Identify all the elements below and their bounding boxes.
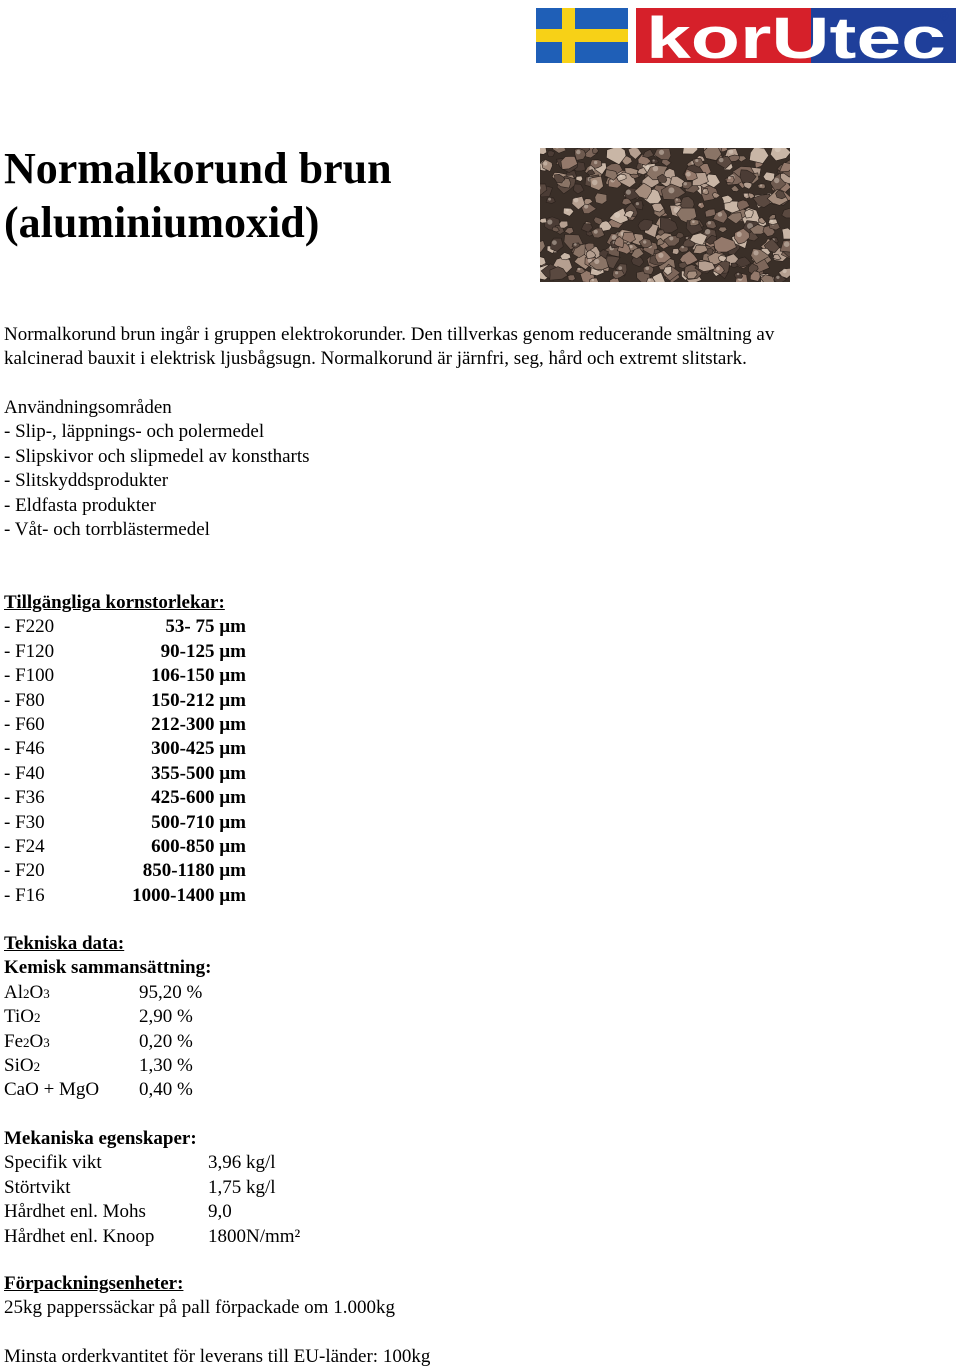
grain-grade: - F40 <box>4 762 45 784</box>
chemical-value: 0,20 % <box>139 1030 193 1052</box>
grain-grade: - F80 <box>4 689 45 711</box>
grain-size-range: 106-150 µm <box>151 665 246 687</box>
property-label: Hårdhet enl. Knoop <box>4 1225 155 1247</box>
grain-grade: - F100 <box>4 665 55 687</box>
property-value: 9,0 <box>208 1201 232 1223</box>
mechanical-row <box>4 1200 384 1224</box>
chemical-composition-heading: Kemisk sammansättning: <box>4 957 212 979</box>
page-title <box>4 142 524 250</box>
registered-mark: ® <box>940 9 949 23</box>
grain-sizes-heading: Tillgängliga kornstorlekar: <box>4 592 225 613</box>
packaging-text: 25kg papperssäckar på pall förpackade om 1.000kg <box>4 1297 395 1319</box>
chemical-formula: SiO2 <box>4 1054 41 1076</box>
grain-size-range: 850-1180 µm <box>142 860 246 882</box>
packaging-heading: Förpackningsenheter: <box>4 1273 184 1294</box>
chemical-composition-table <box>4 981 324 1103</box>
chemical-row <box>4 1054 324 1078</box>
applications-section <box>4 396 310 542</box>
chemical-row <box>4 1005 324 1029</box>
technical-data-heading: Tekniska data: <box>4 933 125 954</box>
grain-grade: - F16 <box>4 884 45 906</box>
grain-size-range: 500-710 µm <box>151 811 246 833</box>
chemical-formula: CaO + MgO <box>4 1079 100 1101</box>
grain-sizes-table <box>4 615 246 908</box>
application-item: - Slitskyddsprodukter <box>4 470 169 492</box>
grain-size-row <box>4 640 246 664</box>
grain-size-row <box>4 664 246 688</box>
intro-paragraph <box>4 323 774 372</box>
grain-grade: - F46 <box>4 738 45 760</box>
grain-size-range: 355-500 µm <box>151 762 246 784</box>
grain-grade: - F24 <box>4 835 45 857</box>
corundum-grains-photo <box>540 148 790 282</box>
grain-size-row <box>4 835 246 859</box>
chemical-row <box>4 981 324 1005</box>
grain-size-range: 90-125 µm <box>160 640 246 662</box>
chemical-value: 2,90 % <box>139 1006 193 1028</box>
grain-grade: - F60 <box>4 713 45 735</box>
application-item: - Våt- och torrblästermedel <box>4 518 210 540</box>
grain-size-range: 53- 75 µm <box>165 616 246 638</box>
chemical-formula: Fe2O3 <box>4 1030 50 1052</box>
mechanical-row <box>4 1176 384 1200</box>
mechanical-row <box>4 1151 384 1175</box>
grain-size-row <box>4 786 246 810</box>
intro-line-1: Normalkorund brun ingår i gruppen elektrokorunder. Den tillverkas genom reducerande smältning av <box>4 324 775 345</box>
mechanical-row <box>4 1225 384 1249</box>
grain-size-row <box>4 884 246 908</box>
grain-size-row <box>4 689 246 713</box>
property-value: 3,96 kg/l <box>208 1152 276 1174</box>
application-item: - Slipskivor och slipmedel av konstharts <box>4 445 310 467</box>
title-line-1: Normalkorund brun <box>4 144 392 193</box>
chemical-value: 95,20 % <box>139 981 203 1003</box>
grain-size-row <box>4 737 246 761</box>
grain-size-range: 300-425 µm <box>151 738 246 760</box>
grain-size-row <box>4 615 246 639</box>
chemical-value: 1,30 % <box>139 1054 193 1076</box>
packaging-section <box>4 1272 430 1370</box>
chemical-formula: Al2O3 <box>4 981 50 1003</box>
grain-sizes-section <box>4 591 246 908</box>
grain-grade: - F120 <box>4 640 55 662</box>
swedish-flag-icon <box>536 8 628 63</box>
grain-size-range: 150-212 µm <box>151 689 246 711</box>
grain-grade: - F220 <box>4 616 55 638</box>
grain-size-range: 425-600 µm <box>151 787 246 809</box>
logo-text: korUtec <box>646 6 946 66</box>
mechanical-properties-section <box>4 1127 384 1249</box>
grain-grade: - F30 <box>4 811 45 833</box>
grain-grade: - F36 <box>4 787 45 809</box>
intro-line-2: kalcinerad bauxit i elektrisk ljusbågsugn. Normalkorund är järnfri, seg, hård och extremt slitstark. <box>4 348 747 370</box>
property-value: 1800N/mm² <box>208 1225 301 1247</box>
grain-size-row <box>4 811 246 835</box>
property-label: Störtvikt <box>4 1176 71 1198</box>
grain-size-range: 600-850 µm <box>151 835 246 857</box>
application-item: - Eldfasta produkter <box>4 494 156 516</box>
chemical-formula: TiO2 <box>4 1006 41 1028</box>
grain-size-range: 212-300 µm <box>151 713 246 735</box>
property-label: Specifik vikt <box>4 1152 102 1174</box>
grain-size-range: 1000-1400 µm <box>132 884 246 906</box>
grain-grade: - F20 <box>4 860 45 882</box>
property-label: Hårdhet enl. Mohs <box>4 1201 146 1223</box>
korutec-logo <box>536 6 956 66</box>
grain-size-row <box>4 713 246 737</box>
chemical-row <box>4 1030 324 1054</box>
chemical-value: 0,40 % <box>139 1079 193 1101</box>
chemical-row <box>4 1078 324 1102</box>
applications-heading: Användningsområden <box>4 397 172 418</box>
mechanical-properties-heading: Mekaniska egenskaper: <box>4 1128 197 1149</box>
property-value: 1,75 kg/l <box>208 1176 276 1198</box>
title-line-2: (aluminiumoxid) <box>4 198 320 247</box>
grain-size-row <box>4 762 246 786</box>
grain-size-row <box>4 859 246 883</box>
application-item: - Slip-, läppnings- och polermedel <box>4 421 265 443</box>
technical-data-section <box>4 932 324 1103</box>
minimum-order-text: Minsta orderkvantitet för leverans till EU-länder: 100kg <box>4 1346 431 1368</box>
